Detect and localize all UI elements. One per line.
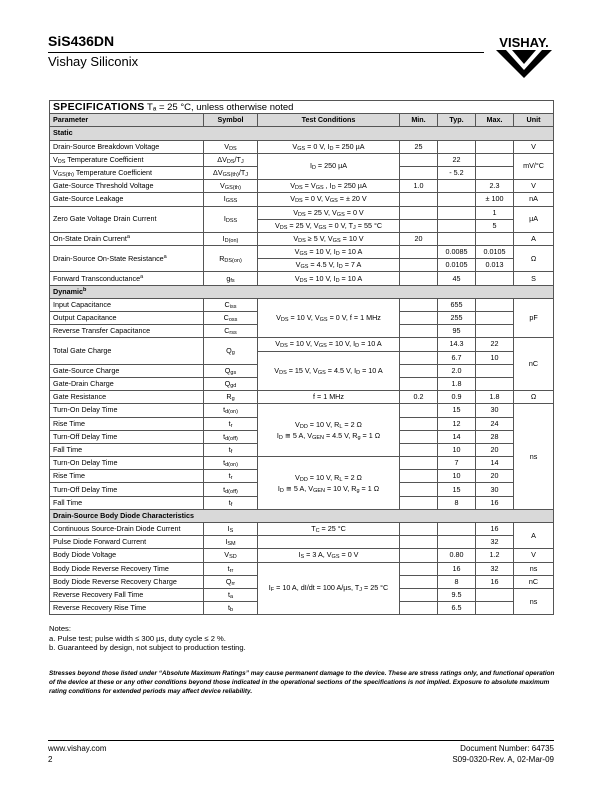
table-row: Gate-Source Leakage $I_{GSS}$ $V_{DS} = 0$ V, $V_{GS}$ = ± 20 V ± 100 nA: [50, 193, 554, 206]
footer-website[interactable]: www.vishay.com: [48, 744, 107, 753]
table-row: Body Diode Voltage $V_{SD}$ $I_S = 3$ A, $V_{GS} = 0$ V 0.80 1.2 V: [50, 549, 554, 562]
table-row: Fall Time $t_f$ 8 16: [50, 496, 554, 509]
table-row: Turn-Off Delay Time $t_{d(off)}$ 14 28: [50, 430, 554, 443]
footer-revision: S09-0320-Rev. A, 02-Mar-09: [452, 755, 554, 764]
table-row: Drain-Source Breakdown Voltage $V_{DS}$ $V_{GS} = 0$ V, $I_D = 250$ µA 25 V: [50, 140, 554, 153]
table-row: Zero Gate Voltage Drain Current $I_{DSS}$ $V_{DS} = 25$ V, $V_{GS} = 0$ V 1 µA: [50, 206, 554, 219]
table-row: Continuous Source-Drain Diode Current $I_S$ $T_C = 25$ °C 16 A: [50, 523, 554, 536]
footer-rule: [48, 740, 554, 741]
table-row: Gate-Source Threshold Voltage $V_{GS(th)}$ $V_{DS} = V_{GS}$ , $I_D = 250$ µA 1.0 2.3 V: [50, 180, 554, 193]
table-row: Total Gate Charge $Q_g$ $V_{DS} = 10$ V, $V_{GS} = 10$ V, $I_D = 10$ A 14.3 22 nC: [50, 338, 554, 351]
note-a: a. Pulse test; pulse width ≤ 300 µs, duty cycle ≤ 2 %.: [49, 633, 226, 643]
table-row: On-State Drain Current$^a$ $I_{D(on)}$ $V_{DS} \ge 5$ V, $V_{GS} = 10$ V 20 A: [50, 232, 554, 245]
table-row: Output Capacitance $C_{oss}$ 255: [50, 312, 554, 325]
table-row: Body Diode Reverse Recovery Charge $Q_{rr}$ 8 16 nC: [50, 575, 554, 588]
table-row: Pulse Diode Forward Current $I_{SM}$ 32: [50, 536, 554, 549]
table-row: Rise Time $t_r$ 12 24: [50, 417, 554, 430]
section-static: Static: [50, 127, 554, 140]
table-row: Input Capacitance $C_{iss}$ $V_{DS} = 10$ V, $V_{GS} = 0$ V, f = 1 MHz 655 pF: [50, 298, 554, 311]
table-row: Gate Resistance $R_g$ f = 1 MHz 0.2 0.9 1.8 Ω: [50, 391, 554, 404]
table-row: Forward Transconductance$^a$ $g_{fs}$ $V_{DS} = 10$ V, $I_D = 10$ A 45 S: [50, 272, 554, 285]
section-body-diode: Drain-Source Body Diode Characteristics: [50, 509, 554, 522]
footer-doc-number: Document Number: 64735: [460, 744, 554, 753]
table-row: $V_{DS} = 15$ V, $V_{GS} = 4.5$ V, $I_D = 10$ A 6.7 10: [50, 351, 554, 364]
vishay-logo: [492, 28, 556, 80]
table-row: Turn-On Delay Time $t_{d(on)}$ $V_{DD} = 10$ V, $R_L = 2$ Ω $I_D$ ≅ 5 A, $V_{GEN} = 4.5$ V, $R_g = 1$ Ω 15 30 ns: [50, 404, 554, 417]
notes: [49, 624, 246, 653]
table-row: $V_{GS(th)}$ Temperature Coefficient $\Delta V_{GS(th)}/T_J$ - 5.2: [50, 166, 554, 179]
table-row: $V_{DS} = 25$ V, $V_{GS} = 0$ V, $T_J = 55$ °C 5: [50, 219, 554, 232]
table-row: Rise Time $t_r$ 10 20: [50, 470, 554, 483]
specifications-table: [49, 100, 554, 615]
table-row: Drain-Source On-State Resistance$^a$ $R_{DS(on)}$ $V_{GS} = 10$ V, $I_D = 10$ A 0.0085 0.0105 Ω: [50, 246, 554, 259]
note-b: b. Guaranteed by design, not subject to production testing.: [49, 643, 246, 652]
company-name: Vishay Siliconix: [48, 54, 139, 69]
column-header-row: Parameter Symbol Test Conditions Min. Typ. Max. Unit: [50, 114, 554, 127]
stress-disclaimer: Stresses beyond those listed under “Absolute Maximum Ratings” may cause permanent damage to the device. These are stress ratings only, and functional operation of the device at these or any other conditions beyond those indicated in the operational sections of the specifications is not implied. Exposure to absolute maximum rating conditions for extended periods may affect device reliability.: [49, 670, 555, 695]
table-row: Turn-On Delay Time $t_{d(on)}$ $V_{DD} = 10$ V, $R_L = 2$ Ω $I_D$ ≅ 5 A, $V_{GEN} = 10$ V, $R_g = 1$ Ω 7 14: [50, 457, 554, 470]
header-rule: [48, 52, 484, 53]
table-row: Body Diode Reverse Recovery Time $t_{rr}$ $I_F = 10$ A, dI/dt = 100 A/µs, $T_J = 25$ °C 16 32 ns: [50, 562, 554, 575]
table-row: $V_{GS} = 4.5$ V, $I_D = 7$ A 0.0105 0.013: [50, 259, 554, 272]
notes-heading: Notes:: [49, 624, 71, 633]
table-row: Turn-Off Delay Time $t_{d(off)}$ 15 30: [50, 483, 554, 496]
table-row: Reverse Recovery Rise Time $t_b$ 6.5: [50, 602, 554, 615]
footer-page-number: 2: [48, 755, 53, 764]
table-row: Reverse Transfer Capacitance $C_{rss}$ 95: [50, 325, 554, 338]
table-row: Gate-Drain Charge $Q_{gd}$ 1.8: [50, 377, 554, 390]
table-title-row: SPECIFICATIONS Tₐ = 25 °C, unless otherwise noted: [50, 101, 554, 114]
document-title: SiS436DN: [48, 33, 115, 49]
table-row: Gate-Source Charge $Q_{gs}$ 2.0: [50, 364, 554, 377]
table-row: Reverse Recovery Fall Time $t_a$ 9.5 ns: [50, 588, 554, 601]
section-dynamic: Dynamic$^b$: [50, 285, 554, 298]
table-row: Fall Time $t_f$ 10 20: [50, 443, 554, 456]
table-row: $V_{DS}$ Temperature Coefficient $\Delta V_{DS}/T_J$ $I_D = 250$ µA 22 mV/°C: [50, 153, 554, 166]
svg-text:VISHAY.: VISHAY.: [499, 35, 549, 50]
